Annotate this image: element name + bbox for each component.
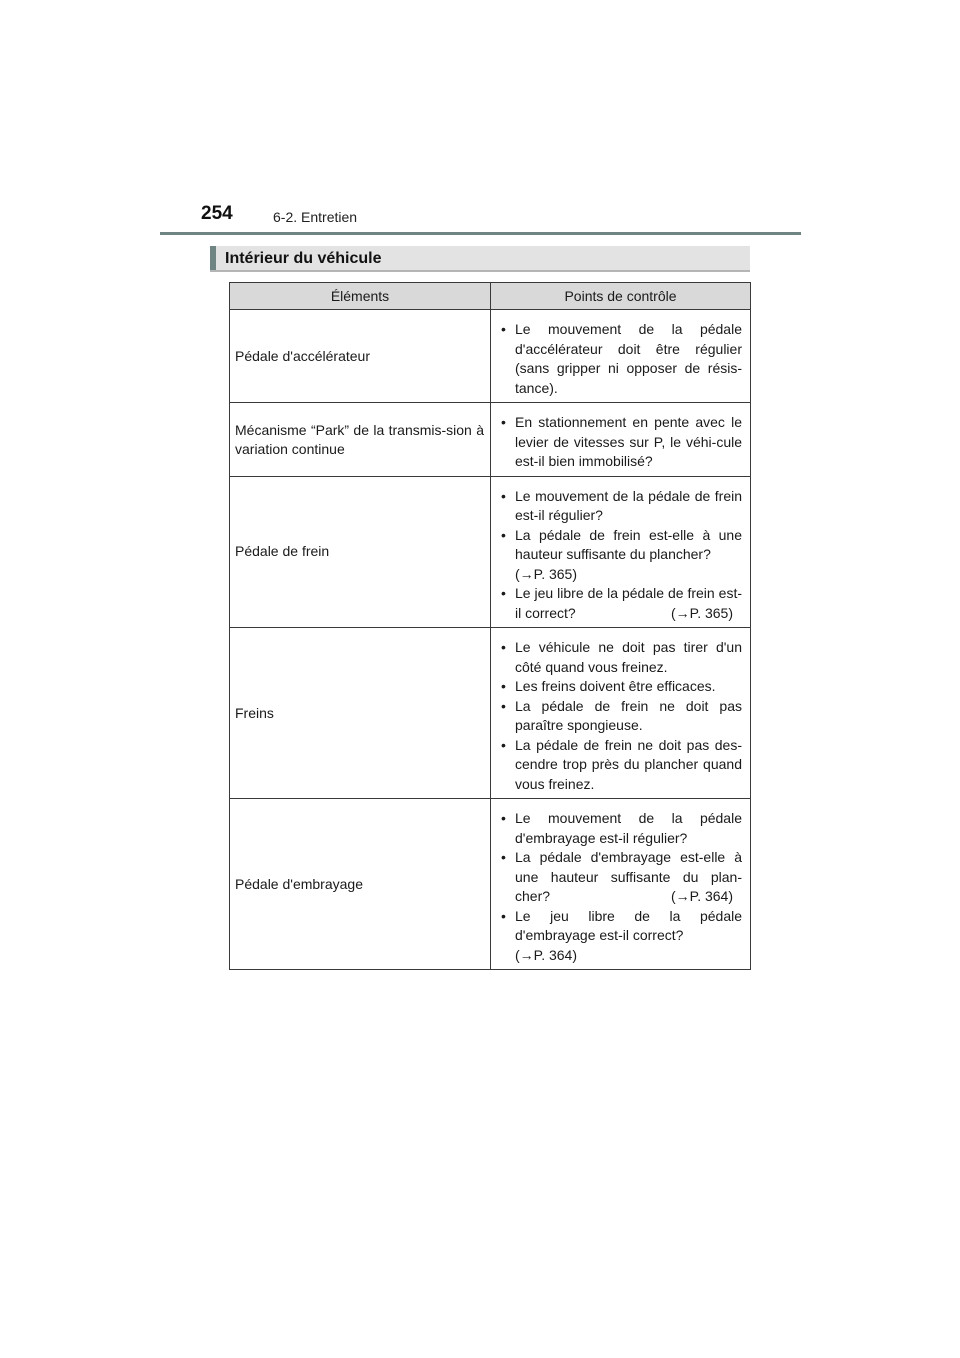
table-row <box>230 799 751 970</box>
table-row <box>230 476 751 628</box>
header-rule <box>160 232 801 235</box>
check-item <box>499 677 742 697</box>
bullet-icon: • <box>501 639 506 655</box>
section-heading <box>210 246 750 272</box>
column-header-elements: Éléments <box>230 283 491 310</box>
check-item <box>499 320 742 398</box>
check-item-text: Le mouvement de la pédale d'accélérateur doit être régulier (sans gripper ni opposer de résis-tance). <box>515 321 742 396</box>
table-row <box>230 403 751 477</box>
check-item-text: Le mouvement de la pédale d'embrayage est-il régulier? <box>515 810 742 846</box>
inspection-table <box>229 282 751 970</box>
page-number: 254 <box>201 203 233 224</box>
check-item-text: Le jeu libre de la pédale de frein est-il correct? <box>515 585 742 621</box>
element-cell: Pédale de frein <box>230 476 491 628</box>
heading-accent-bar <box>210 246 216 270</box>
section-label: 6-2. Entretien <box>273 209 358 225</box>
bullet-icon: • <box>501 849 506 865</box>
bullet-icon: • <box>501 810 506 826</box>
check-item <box>499 697 742 736</box>
check-item-text: La pédale d'embrayage est-elle à une hauteur suffisante du plan-cher? <box>515 849 742 904</box>
check-item <box>499 584 742 623</box>
bullet-icon: • <box>501 414 506 430</box>
check-item-text: Le jeu libre de la pédale d'embrayage est-il correct? <box>515 907 742 943</box>
check-item-text: La pédale de frein ne doit pas paraître spongieuse. <box>515 697 742 733</box>
element-cell: Pédale d'embrayage <box>230 799 491 970</box>
element-cell: Pédale d'accélérateur <box>230 310 491 403</box>
check-list <box>499 809 742 965</box>
table-header-row <box>230 283 751 310</box>
check-item <box>499 848 742 907</box>
check-item-text: Le mouvement de la pédale de frein est-il régulier? <box>515 487 742 523</box>
bullet-icon: • <box>501 678 506 694</box>
table-row <box>230 310 751 403</box>
bullet-icon: • <box>501 697 506 714</box>
bullet-icon: • <box>501 321 506 337</box>
page-reference: (→P. 365) <box>515 565 577 582</box>
check-list <box>499 320 742 398</box>
table-row <box>230 628 751 799</box>
bullet-icon: • <box>501 736 506 753</box>
column-header-points: Points de contrôle <box>491 283 751 310</box>
check-item-text: La pédale de frein ne doit pas des-cendre trop près du plancher quand vous freinez. <box>515 736 742 792</box>
page-reference: (→P. 364) <box>671 888 733 904</box>
check-item-text: Les freins doivent être efficaces. <box>515 678 716 694</box>
check-item <box>499 638 742 677</box>
points-cell <box>491 403 751 477</box>
bullet-icon: • <box>501 487 506 504</box>
heading-title: Intérieur du véhicule <box>225 250 382 267</box>
check-item <box>499 526 742 585</box>
bullet-icon: • <box>501 907 506 924</box>
check-item <box>499 487 742 526</box>
check-list <box>499 487 742 624</box>
page-reference: (→P. 365) <box>671 604 733 621</box>
points-cell <box>491 310 751 403</box>
check-item <box>499 736 742 795</box>
page-reference: (→P. 364) <box>515 946 577 963</box>
check-list <box>499 638 742 794</box>
element-cell: Mécanisme “Park” de la transmis-sion à variation continue <box>230 403 491 477</box>
element-cell: Freins <box>230 628 491 799</box>
check-item <box>499 809 742 848</box>
check-item-text: Le véhicule ne doit pas tirer d'un côté quand vous freinez. <box>515 639 742 675</box>
check-item <box>499 413 742 472</box>
check-list <box>499 413 742 472</box>
check-item-text: La pédale de frein est-elle à une hauteur suffisante du plancher? <box>515 526 742 562</box>
check-item-text: En stationnement en pente avec le levier de vitesses sur P, le véhi-cule est-il bien immobilisé? <box>515 414 742 469</box>
check-item <box>499 907 742 966</box>
points-cell <box>491 799 751 970</box>
points-cell <box>491 476 751 628</box>
bullet-icon: • <box>501 585 506 601</box>
points-cell <box>491 628 751 799</box>
bullet-icon: • <box>501 526 506 543</box>
